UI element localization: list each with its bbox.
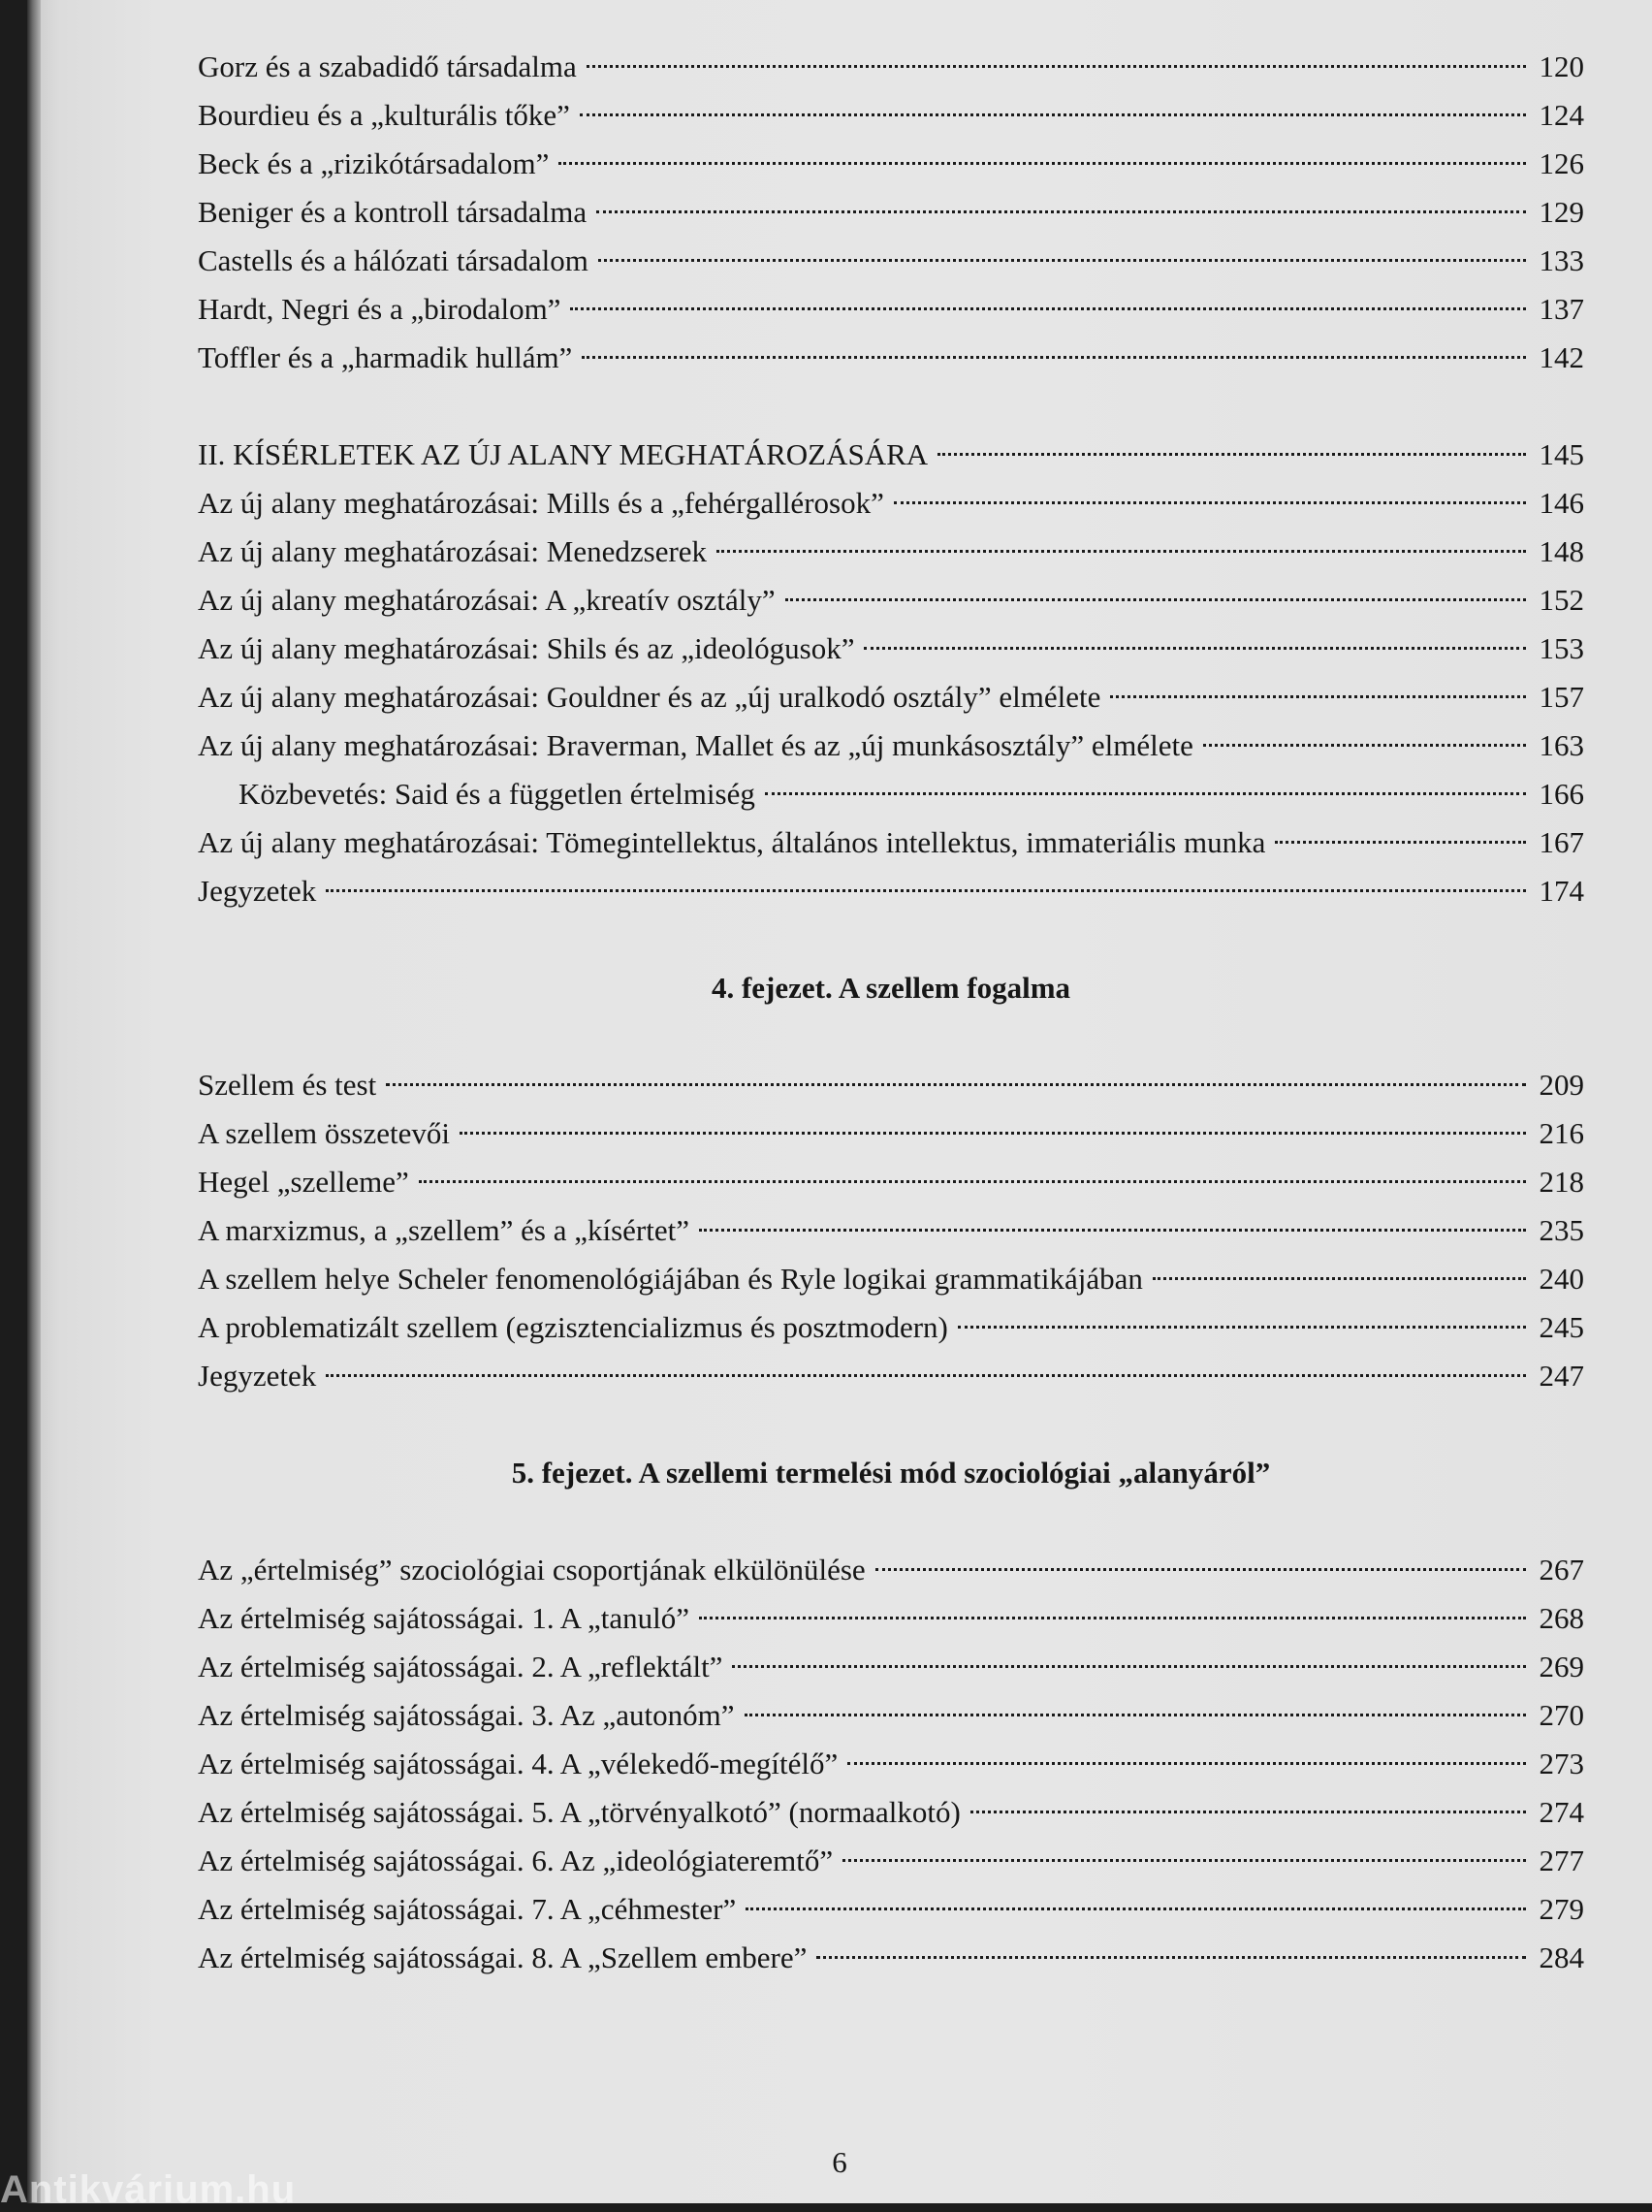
- toc-entry-page: 137: [1539, 292, 1584, 326]
- toc-entry-title: Az értelmiség sajátosságai. 5. A „törvényalkotó” (normaalkotó): [198, 1795, 961, 1829]
- dot-leader: [716, 550, 1526, 553]
- toc-entry: [198, 1109, 1584, 1158]
- toc-entry: [198, 237, 1584, 285]
- toc-entry-page: 216: [1539, 1116, 1584, 1150]
- dot-leader: [745, 1714, 1526, 1716]
- toc-entry-page: 146: [1539, 486, 1584, 520]
- toc-entry: [198, 140, 1584, 188]
- toc-entry: [198, 1158, 1584, 1206]
- dot-leader: [587, 65, 1526, 68]
- toc-entry: [198, 431, 1584, 479]
- toc-entry: [198, 1740, 1584, 1788]
- toc-entry: [198, 1788, 1584, 1837]
- toc-entry: [198, 91, 1584, 140]
- toc-entry-page: 209: [1539, 1068, 1584, 1102]
- toc-entry-page: 247: [1539, 1359, 1584, 1393]
- dot-leader: [326, 889, 1526, 892]
- toc-entry: [198, 528, 1584, 576]
- toc-entry-page: 148: [1539, 534, 1584, 568]
- toc-entry-page: 267: [1539, 1553, 1584, 1587]
- toc-entry-title: Hegel „szelleme”: [198, 1165, 409, 1199]
- toc-section-part1: [198, 43, 1584, 382]
- toc-entry-title: Közbevetés: Said és a független értelmiség: [238, 777, 755, 811]
- dot-leader: [326, 1374, 1526, 1377]
- dot-leader: [847, 1762, 1526, 1765]
- dot-leader: [732, 1665, 1526, 1668]
- toc-entry-page: 273: [1539, 1747, 1584, 1780]
- dot-leader: [1203, 744, 1526, 747]
- toc-entry-title: Az értelmiség sajátosságai. 7. A „céhmester”: [198, 1892, 737, 1926]
- toc-entry-page: 235: [1539, 1213, 1584, 1247]
- toc-entry-title: Az értelmiség sajátosságai. 1. A „tanuló”: [198, 1601, 690, 1635]
- toc-entry-title: Az értelmiség sajátosságai. 4. A „vélekedő-megítélő”: [198, 1747, 839, 1780]
- toc-entry: [198, 721, 1584, 770]
- section-gap: [198, 915, 1584, 964]
- toc-entry: [198, 1061, 1584, 1109]
- dot-leader: [386, 1083, 1526, 1086]
- toc-entry-title: A marxizmus, a „szellem” és a „kísértet”: [198, 1213, 689, 1247]
- toc-entry-page: 120: [1539, 49, 1584, 83]
- chapter-5-heading: 5. fejezet. A szellemi termelési mód szociológiai „alanyáról”: [511, 1456, 1271, 1490]
- toc-entry-page: 268: [1539, 1601, 1584, 1635]
- toc-entry-title: Jegyzetek: [198, 1359, 317, 1393]
- toc-entry-page: 142: [1539, 340, 1584, 374]
- page-edge-shadow: [27, 0, 41, 2203]
- toc-entry-title: Toffler és a „harmadik hullám”: [198, 340, 573, 374]
- toc-entry: [198, 43, 1584, 91]
- dot-leader: [816, 1956, 1526, 1959]
- toc-entry-page: 270: [1539, 1698, 1584, 1732]
- toc-entry: [198, 285, 1584, 334]
- toc-entry-page: 167: [1539, 825, 1584, 859]
- dot-leader: [419, 1180, 1526, 1183]
- dot-leader: [1153, 1277, 1526, 1280]
- toc-entry-page: 277: [1539, 1843, 1584, 1877]
- toc-entry: [198, 1546, 1584, 1594]
- toc-entry: [198, 188, 1584, 237]
- watermark: Antikvárium.hu: [0, 2168, 297, 2211]
- toc-entry-title: Jegyzetek: [198, 874, 317, 908]
- toc-entry-title: Az új alany meghatározásai: Menedzserek: [198, 534, 708, 568]
- toc-entry-title: Az értelmiség sajátosságai. 2. A „reflektált”: [198, 1650, 723, 1683]
- dot-leader: [875, 1568, 1526, 1571]
- dot-leader: [598, 259, 1526, 262]
- toc-entry: [198, 1255, 1584, 1303]
- dot-leader: [842, 1859, 1526, 1862]
- dot-leader: [460, 1132, 1526, 1135]
- toc-entry: [198, 1303, 1584, 1352]
- toc-entry-page: 240: [1539, 1262, 1584, 1296]
- toc-entry: [198, 1691, 1584, 1740]
- dot-leader: [699, 1229, 1526, 1232]
- dot-leader: [970, 1811, 1526, 1813]
- toc-entry: [198, 1352, 1584, 1400]
- toc-entry: [198, 1206, 1584, 1255]
- toc-entry-page: 218: [1539, 1165, 1584, 1199]
- table-of-contents: [198, 43, 1584, 1982]
- section-gap: [198, 382, 1584, 431]
- toc-entry: [198, 576, 1584, 625]
- toc-entry: [198, 1643, 1584, 1691]
- dot-leader: [1275, 841, 1526, 844]
- toc-entry: [198, 818, 1584, 867]
- toc-entry-title: Az új alany meghatározásai: Shils és az „ideológusok”: [198, 631, 855, 665]
- dot-leader: [937, 453, 1526, 456]
- toc-entry-page: 284: [1539, 1940, 1584, 1974]
- toc-entry-title: A szellem helye Scheler fenomenológiájában és Ryle logikai grammatikájában: [198, 1262, 1143, 1296]
- dot-leader: [894, 501, 1526, 504]
- toc-entry-page: 269: [1539, 1650, 1584, 1683]
- toc-entry-title: Beck és a „rizikótársadalom”: [198, 146, 550, 180]
- toc-entry-page: 152: [1539, 583, 1584, 617]
- toc-entry-title: II. KÍSÉRLETEK AZ ÚJ ALANY MEGHATÁROZÁSÁRA: [198, 437, 929, 471]
- toc-section-chapter4: [198, 1061, 1584, 1400]
- dot-leader: [580, 113, 1526, 116]
- dot-leader: [582, 356, 1526, 359]
- toc-entry-title: A problematizált szellem (egzisztencializmus és posztmodern): [198, 1310, 948, 1344]
- dot-leader: [864, 647, 1526, 650]
- toc-entry-page: 274: [1539, 1795, 1584, 1829]
- toc-entry-title: Az új alany meghatározásai: Braverman, Mallet és az „új munkásosztály” elmélete: [198, 728, 1193, 762]
- toc-entry-title: Az „értelmiség” szociológiai csoportjának elkülönülése: [198, 1553, 866, 1587]
- toc-entry: [198, 673, 1584, 721]
- toc-entry: [198, 625, 1584, 673]
- toc-entry-title: Gorz és a szabadidő társadalma: [198, 49, 577, 83]
- section-gap: [198, 1400, 1584, 1449]
- toc-entry-title: Castells és a hálózati társadalom: [198, 243, 588, 277]
- toc-entry: [198, 1594, 1584, 1643]
- toc-entry-page: 126: [1539, 146, 1584, 180]
- section-gap: [198, 1497, 1584, 1546]
- toc-entry-title: A szellem összetevői: [198, 1116, 450, 1150]
- toc-entry-title: Az értelmiség sajátosságai. 3. Az „autonóm”: [198, 1698, 735, 1732]
- dot-leader: [1110, 695, 1526, 698]
- dot-leader: [785, 598, 1526, 601]
- dot-leader: [958, 1326, 1526, 1329]
- toc-entry-title: Az új alany meghatározásai: Mills és a „fehérgallérosok”: [198, 486, 884, 520]
- toc-entry: [198, 867, 1584, 915]
- toc-entry-page: 166: [1539, 777, 1584, 811]
- toc-entry-page: 157: [1539, 680, 1584, 714]
- dot-leader: [699, 1617, 1526, 1619]
- toc-entry-title: Szellem és test: [198, 1068, 377, 1102]
- dot-leader: [765, 792, 1526, 795]
- toc-entry-page: 279: [1539, 1892, 1584, 1926]
- toc-entry-title: Hardt, Negri és a „birodalom”: [198, 292, 561, 326]
- toc-entry-title: Beniger és a kontroll társadalma: [198, 195, 588, 229]
- toc-entry: [198, 1885, 1584, 1934]
- toc-entry-page: 124: [1539, 98, 1584, 132]
- toc-section-chapter5: [198, 1546, 1584, 1982]
- dot-leader: [570, 307, 1526, 310]
- section-gap: [198, 1012, 1584, 1061]
- toc-entry-title: Az értelmiség sajátosságai. 8. A „Szellem embere”: [198, 1940, 808, 1974]
- dot-leader: [596, 210, 1526, 213]
- chapter-4-heading: 4. fejezet. A szellem fogalma: [711, 971, 1071, 1005]
- toc-entry-page: 133: [1539, 243, 1584, 277]
- toc-section-part2: [198, 431, 1584, 915]
- toc-entry: [198, 479, 1584, 528]
- toc-entry-title: Az értelmiség sajátosságai. 6. Az „ideológiateremtő”: [198, 1843, 834, 1877]
- toc-entry: [198, 1934, 1584, 1982]
- toc-entry-page: 145: [1539, 437, 1584, 471]
- dot-leader: [558, 162, 1526, 165]
- page-number: 6: [832, 2145, 847, 2179]
- toc-entry-title: Az új alany meghatározásai: Tömegintellektus, általános intellektus, immateriális munka: [198, 825, 1266, 859]
- toc-entry-page: 153: [1539, 631, 1584, 665]
- toc-entry-page: 129: [1539, 195, 1584, 229]
- toc-entry: [198, 770, 1584, 818]
- toc-entry: [198, 1837, 1584, 1885]
- toc-entry-page: 163: [1539, 728, 1584, 762]
- toc-entry-page: 245: [1539, 1310, 1584, 1344]
- toc-entry-title: Az új alany meghatározásai: Gouldner és az „új uralkodó osztály” elmélete: [198, 680, 1101, 714]
- toc-entry-title: Bourdieu és a „kulturális tőke”: [198, 98, 570, 132]
- book-page: [27, 0, 1652, 2203]
- toc-entry: [198, 334, 1584, 382]
- toc-entry-page: 174: [1539, 874, 1584, 908]
- toc-entry-title: Az új alany meghatározásai: A „kreatív osztály”: [198, 583, 776, 617]
- dot-leader: [746, 1907, 1526, 1910]
